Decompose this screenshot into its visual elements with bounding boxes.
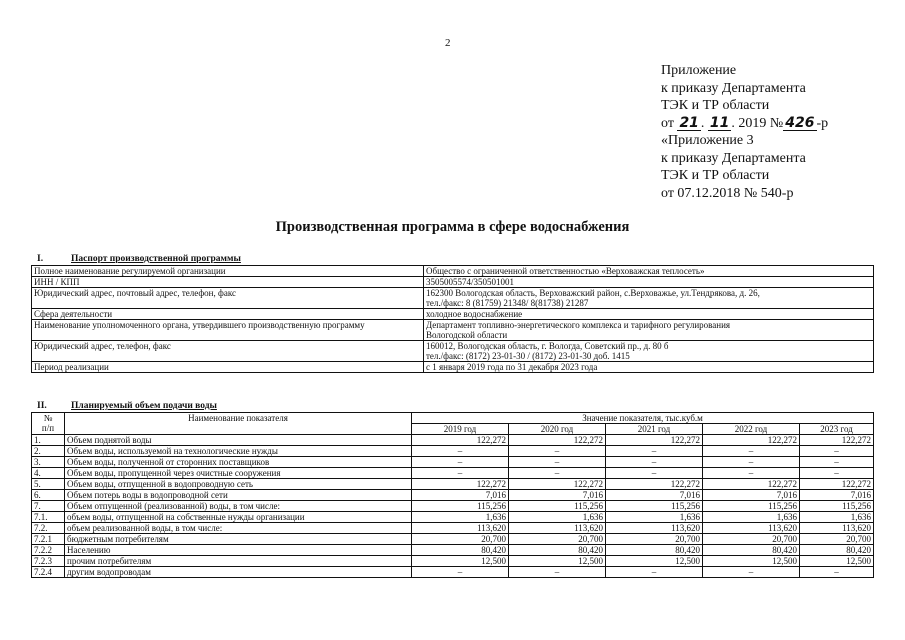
row-value: – xyxy=(800,457,874,468)
row-value: 122,272 xyxy=(412,479,509,490)
row-number: 7.1. xyxy=(32,512,65,523)
passport-value xyxy=(424,362,874,373)
table-row xyxy=(32,490,874,501)
row-number: 7.2. xyxy=(32,523,65,534)
row-value: 122,272 xyxy=(703,435,800,446)
passport-row xyxy=(32,320,874,341)
row-value: 122,272 xyxy=(800,435,874,446)
row-value: 1,636 xyxy=(606,512,703,523)
passport-value-line: Вологодской области xyxy=(426,330,508,340)
passport-value-line: Департамент топливно-энергетического комплекса и тарифного регулирования xyxy=(426,320,731,330)
row-indicator-name: Объем воды, отпущенной в водопроводную сеть xyxy=(65,479,412,490)
appendix-line: от 07.12.2018 № 540-р xyxy=(661,185,794,201)
handwritten-day: 21 xyxy=(679,114,699,131)
row-value: – xyxy=(800,468,874,479)
table-row xyxy=(32,479,874,490)
row-value: 122,272 xyxy=(606,479,703,490)
passport-value-line: холодное водоснабжение xyxy=(426,309,523,319)
row-value: 115,256 xyxy=(412,501,509,512)
row-indicator-name: Объем воды, полученной от сторонних поставщиков xyxy=(65,457,412,468)
row-value: 7,016 xyxy=(412,490,509,501)
passport-table xyxy=(31,265,874,373)
section-1-heading xyxy=(31,254,241,264)
row-value: 122,272 xyxy=(412,435,509,446)
document-title: Производственная программа в сфере водоснабжения xyxy=(275,219,630,235)
passport-value xyxy=(424,309,874,320)
row-value: 113,620 xyxy=(606,523,703,534)
row-value: – xyxy=(509,468,606,479)
passport-value xyxy=(424,288,874,309)
table-row xyxy=(32,545,874,556)
row-value: 1,636 xyxy=(703,512,800,523)
table-row xyxy=(32,501,874,512)
appendix-line: к приказу Департамента xyxy=(661,150,806,166)
row-indicator-name: Объем воды, пропущенной через очистные сооружения xyxy=(65,468,412,479)
appendix-block xyxy=(661,62,828,202)
table-row xyxy=(32,534,874,545)
order-suffix: -р xyxy=(816,115,829,131)
date-prefix: от xyxy=(661,115,674,131)
appendix-line: к приказу Департамента xyxy=(661,80,806,96)
row-value: 7,016 xyxy=(800,490,874,501)
row-value: – xyxy=(800,446,874,457)
row-value: – xyxy=(703,468,800,479)
row-value: 7,016 xyxy=(703,490,800,501)
col-value-header: Значение показателя, тыс.куб.м xyxy=(412,413,874,424)
section-title: Паспорт производственной программы xyxy=(71,254,241,264)
passport-label: Период реализации xyxy=(32,362,424,373)
appendix-date-line xyxy=(661,115,828,133)
row-value: – xyxy=(606,457,703,468)
section-title: Планируемый объем подачи воды xyxy=(71,401,217,411)
row-value: 7,016 xyxy=(606,490,703,501)
row-value: 1,636 xyxy=(509,512,606,523)
passport-value xyxy=(424,277,874,288)
row-value: – xyxy=(606,446,703,457)
row-value: 80,420 xyxy=(509,545,606,556)
row-indicator-name: Объем поднятой воды xyxy=(65,435,412,446)
row-value: – xyxy=(606,567,703,578)
passport-row xyxy=(32,288,874,309)
row-value: – xyxy=(703,457,800,468)
section-2-heading xyxy=(31,401,217,411)
col-number-header: № п/п xyxy=(32,413,65,435)
row-number: 4. xyxy=(32,468,65,479)
passport-row xyxy=(32,362,874,373)
passport-value-line: 162300 Вологодская область, Верховажский район, с.Верховажье, ул.Тендрякова, д. 26, xyxy=(426,288,760,298)
passport-value-line: Общество с ограниченной ответственностью «Верховажская теплосеть» xyxy=(426,266,705,276)
table-row xyxy=(32,567,874,578)
year-header: 2023 год xyxy=(800,424,874,435)
handwritten-month: 11 xyxy=(709,114,730,131)
year-header: 2021 год xyxy=(606,424,703,435)
row-value: 122,272 xyxy=(703,479,800,490)
passport-row xyxy=(32,309,874,320)
row-indicator-name: Объем потерь воды в водопроводной сети xyxy=(65,490,412,501)
row-value: – xyxy=(412,446,509,457)
row-value: 12,500 xyxy=(800,556,874,567)
row-value: – xyxy=(412,468,509,479)
row-value: – xyxy=(412,567,509,578)
appendix-line: ТЭК и ТР области xyxy=(661,168,770,183)
row-value: 122,272 xyxy=(509,479,606,490)
row-value: 20,700 xyxy=(703,534,800,545)
page-number: 2 xyxy=(445,37,451,49)
passport-label: Сфера деятельности xyxy=(32,309,424,320)
passport-value-line: 3505005574/350501001 xyxy=(426,277,515,287)
table-row xyxy=(32,468,874,479)
passport-label: Юридический адрес, телефон, факс xyxy=(32,341,424,362)
row-indicator-name: другим водопроводам xyxy=(65,567,412,578)
row-value: 113,620 xyxy=(703,523,800,534)
date-separator: . xyxy=(700,115,705,131)
row-indicator-name: прочим потребителям xyxy=(65,556,412,567)
handwritten-order-number: 426 xyxy=(785,114,815,131)
row-value: 115,256 xyxy=(509,501,606,512)
row-number: 7.2.2 xyxy=(32,545,65,556)
year-header: 2019 год xyxy=(412,424,509,435)
row-number: 7.2.4 xyxy=(32,567,65,578)
row-value: 113,620 xyxy=(509,523,606,534)
row-value: 122,272 xyxy=(606,435,703,446)
row-value: – xyxy=(509,457,606,468)
row-value: – xyxy=(412,457,509,468)
table-row xyxy=(32,457,874,468)
row-indicator-name: объем воды, отпущенной на собственные нужды организации xyxy=(65,512,412,523)
row-number: 7.2.1 xyxy=(32,534,65,545)
row-value: – xyxy=(509,446,606,457)
row-number: 7.2.3 xyxy=(32,556,65,567)
passport-value xyxy=(424,341,874,362)
row-number: 1. xyxy=(32,435,65,446)
row-indicator-name: Объем отпущенной (реализованной) воды, в том числе: xyxy=(65,501,412,512)
row-value: 20,700 xyxy=(606,534,703,545)
row-value: 122,272 xyxy=(509,435,606,446)
col-name-header: Наименование показателя xyxy=(65,413,412,435)
table-row xyxy=(32,512,874,523)
row-number: 6. xyxy=(32,490,65,501)
date-year: . 2019 № xyxy=(731,115,784,131)
section-number: II. xyxy=(37,401,47,411)
passport-label: Юридический адрес, почтовый адрес, телефон, факс xyxy=(32,288,424,309)
row-value: 115,256 xyxy=(606,501,703,512)
row-value: 20,700 xyxy=(509,534,606,545)
passport-row xyxy=(32,277,874,288)
row-value: 12,500 xyxy=(412,556,509,567)
row-value: 115,256 xyxy=(800,501,874,512)
table-row xyxy=(32,556,874,567)
passport-value-line: тел./факс: (8172) 23-01-30 / (8172) 23-01-30 доб. 1415 xyxy=(426,351,630,361)
row-indicator-name: Населению xyxy=(65,545,412,556)
row-value: – xyxy=(606,468,703,479)
row-value: 80,420 xyxy=(606,545,703,556)
row-number: 2. xyxy=(32,446,65,457)
passport-label: Полное наименование регулируемой организации xyxy=(32,266,424,277)
table-row xyxy=(32,523,874,534)
row-value: 20,700 xyxy=(412,534,509,545)
row-value: 113,620 xyxy=(412,523,509,534)
row-number: 7. xyxy=(32,501,65,512)
row-value: – xyxy=(800,567,874,578)
table-row xyxy=(32,435,874,446)
passport-value xyxy=(424,320,874,341)
row-number: 5. xyxy=(32,479,65,490)
passport-value xyxy=(424,266,874,277)
row-value: 7,016 xyxy=(509,490,606,501)
row-value: 12,500 xyxy=(703,556,800,567)
row-value: 12,500 xyxy=(606,556,703,567)
row-value: 1,636 xyxy=(800,512,874,523)
row-value: 20,700 xyxy=(800,534,874,545)
row-value: 80,420 xyxy=(412,545,509,556)
row-value: 122,272 xyxy=(800,479,874,490)
row-number: 3. xyxy=(32,457,65,468)
row-value: 80,420 xyxy=(703,545,800,556)
passport-value-line: с 1 января 2019 года по 31 декабря 2023 года xyxy=(426,362,598,372)
year-header: 2020 год xyxy=(509,424,606,435)
passport-label: Наименование уполномоченного органа, утвердившего производственную программу xyxy=(32,320,424,341)
appendix-line: «Приложение 3 xyxy=(661,133,754,148)
year-header: 2022 год xyxy=(703,424,800,435)
section-number: I. xyxy=(37,254,44,264)
passport-label: ИНН / КПП xyxy=(32,277,424,288)
row-indicator-name: объем реализованной воды, в том числе: xyxy=(65,523,412,534)
row-value: – xyxy=(703,446,800,457)
passport-value-line: тел./факс: 8 (81759) 21348/ 8(81738) 21287 xyxy=(426,298,589,308)
appendix-line: Приложение xyxy=(661,63,737,78)
row-value: 115,256 xyxy=(703,501,800,512)
water-volume-table xyxy=(31,412,874,578)
row-value: 80,420 xyxy=(800,545,874,556)
row-value: 12,500 xyxy=(509,556,606,567)
passport-value-line: 160012, Вологодская область, г. Вологда, Советский пр., д. 80 б xyxy=(426,341,669,351)
row-value: 1,636 xyxy=(412,512,509,523)
passport-row xyxy=(32,266,874,277)
row-indicator-name: Объем воды, используемой на технологические нужды xyxy=(65,446,412,457)
table-row xyxy=(32,446,874,457)
appendix-line: ТЭК и ТР области xyxy=(661,98,770,113)
passport-row xyxy=(32,341,874,362)
row-value: – xyxy=(703,567,800,578)
row-value: 113,620 xyxy=(800,523,874,534)
row-indicator-name: бюджетным потребителям xyxy=(65,534,412,545)
row-value: – xyxy=(509,567,606,578)
